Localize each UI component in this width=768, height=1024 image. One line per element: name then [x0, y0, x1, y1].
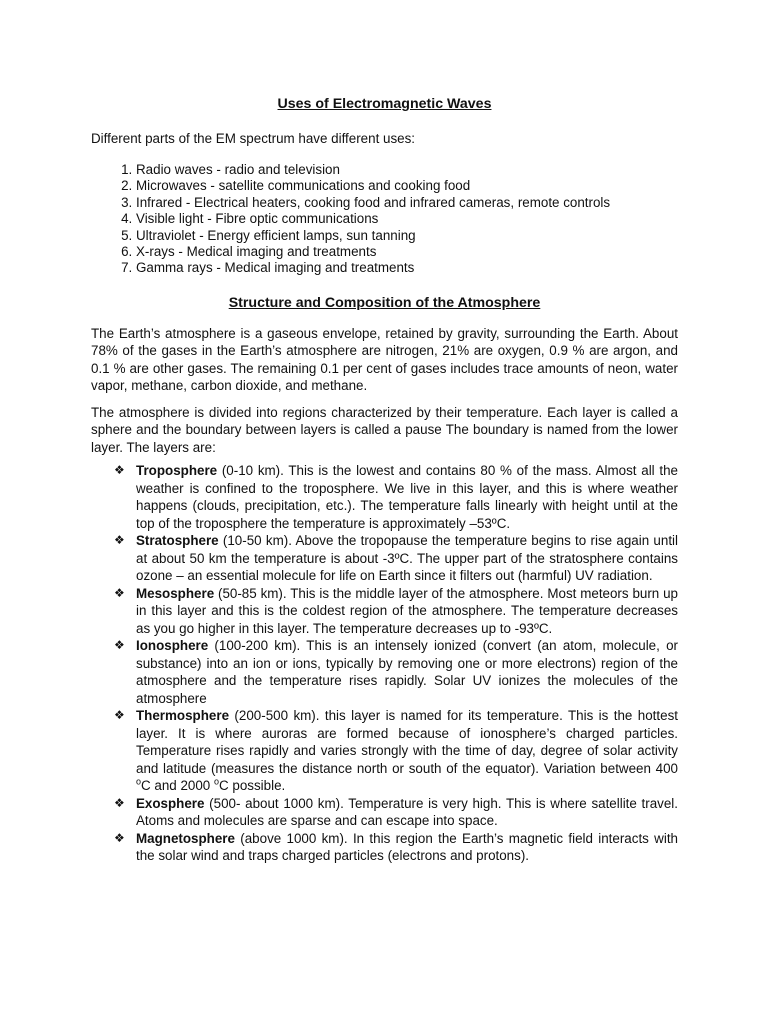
list-item [114, 462, 678, 532]
layer-description: C possible. [219, 778, 286, 794]
layer-name: Thermosphere [136, 708, 230, 724]
em-uses-list [91, 162, 678, 277]
list-item [114, 637, 678, 707]
list-item: 2. Microwaves - satellite communications and cooking food [136, 178, 678, 194]
atmosphere-composition-paragraph: The Earth’s atmosphere is a gaseous envelope, retained by gravity, surrounding the Earth. About 78% of the gases in the Earth’s atmosphere are nitrogen, 21% are oxygen, 0.9 % are argon, and 0.1 % are other gases. The remaining 0.1 per cent of gases includes trace amounts of neon, water vapor, methane, carbon dioxide, and methane. [91, 325, 678, 394]
list-item [114, 532, 678, 585]
layer-description: (10-50 km). Above the tropopause the temperature begins to rise again until at about 50 km the temperature is about -3ºC. The upper part of the stratosphere contains ozone – an essential molecule for life on Earth since it filters out (harmful) UV radiation. [136, 533, 678, 584]
intro-text: Different parts of the EM spectrum have different uses: [91, 131, 416, 146]
diamond-bullet-icon: ❖ [114, 830, 125, 845]
degree-superscript: o [136, 776, 142, 787]
layer-name: Mesosphere [136, 585, 215, 601]
layer-name: Ionosphere [136, 638, 209, 654]
list-item: 6. X-rays - Medical imaging and treatments [136, 244, 678, 260]
diamond-bullet-icon: ❖ [114, 533, 125, 548]
layer-description: (500- about 1000 km). Temperature is very high. This is where satellite travel. Atoms and molecules are sparse and can escape into space. [136, 795, 678, 829]
atmosphere-layers-paragraph: The atmosphere is divided into regions characterized by their temperature. Each layer is called a sphere and the boundary between layers is called a pause The boundary is named from the lower layer. The layers are: [91, 404, 678, 455]
layer-description: (200-500 km). this layer is named for its temperature. This is the hottest layer. It is where auroras are formed because of ionosphere’s charged particles. Temperature rises rapidly and varies strongly with the time of day, degree of solar activity and latitude (measures the distance north or south of the equator). Variation between 400 [136, 708, 678, 776]
layer-name: Magnetosphere [136, 830, 235, 846]
layer-description: (100-200 km). This is an intensely ionized (convert (an atom, molecule, or substance) into an ion or ions, typically by removing one or more electrons) region of the atmosphere and the temperature rises rapidly. Solar UV ionizes the molecules of the atmosphere [136, 638, 678, 706]
list-item [114, 707, 678, 795]
list-item: 7. Gamma rays - Medical imaging and treatments [136, 260, 678, 276]
diamond-bullet-icon: ❖ [114, 638, 125, 653]
layer-name: Stratosphere [136, 533, 219, 549]
layer-name: Troposphere [136, 463, 218, 479]
layer-description: (50-85 km). This is the middle layer of the atmosphere. Most meteors burn up in this layer and this is the coldest region of the atmosphere. The temperature decreases as you go higher in this layer. The temperature decreases up to -93ºC. [136, 585, 678, 636]
list-item: 3. Infrared - Electrical heaters, cooking food and infrared cameras, remote controls [136, 195, 678, 211]
list-item [114, 585, 678, 638]
section-title: Structure and Composition of the Atmosphere [228, 294, 541, 311]
atmosphere-layers-list [91, 462, 678, 865]
list-item: 1. Radio waves - radio and television [136, 162, 678, 178]
degree-superscript: o [213, 776, 219, 787]
layer-description: (above 1000 km). In this region the Earth’s magnetic field interacts with the solar wind and traps charged particles (electrons and protons). [136, 830, 678, 864]
list-item: 5. Ultraviolet - Energy efficient lamps, sun tanning [136, 228, 678, 244]
layer-name: Exosphere [136, 795, 205, 811]
diamond-bullet-icon: ❖ [114, 585, 125, 600]
list-item [114, 795, 678, 830]
diamond-bullet-icon: ❖ [114, 708, 125, 723]
diamond-bullet-icon: ❖ [114, 463, 125, 478]
layer-description: C and 2000 [141, 778, 214, 794]
diamond-bullet-icon: ❖ [114, 795, 125, 810]
layer-description: (0-10 km). This is the lowest and contains 80 % of the mass. Almost all the weather is confined to the troposphere. We live in this layer, and this is where weather happens (clouds, precipitation, etc.). The temperature falls linearly with height until at the top of the troposphere the temperature is approximately –53ºC. [136, 463, 678, 531]
list-item [114, 830, 678, 865]
page-title: Uses of Electromagnetic Waves [277, 96, 492, 112]
list-item: 4. Visible light - Fibre optic communications [136, 211, 678, 227]
